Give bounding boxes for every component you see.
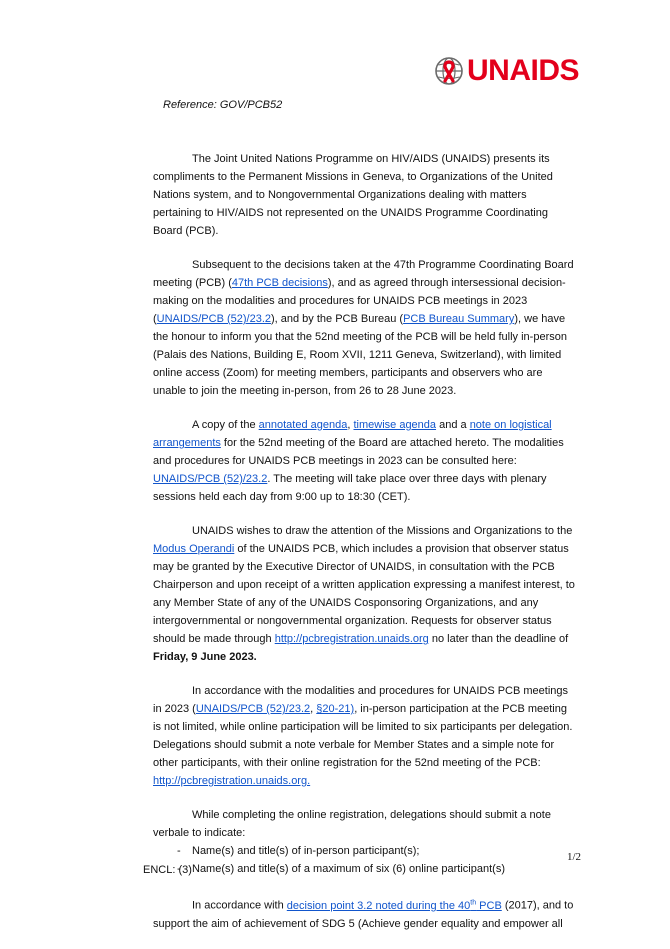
deadline-date: Friday, 9 June 2023. [153,651,257,663]
red-ribbon-globe-icon [434,56,464,86]
modalities-document-link-2[interactable]: UNAIDS/PCB (52)/23.2 [153,473,268,485]
enclosure-note: ENCL: (3) [143,864,192,876]
bureau-summary-link[interactable]: PCB Bureau Summary [403,313,515,325]
annotated-agenda-link[interactable]: annotated agenda [258,419,348,431]
decision-point-link[interactable]: decision point 3.2 noted during the 40th PCB [286,899,502,912]
page-number: 1/2 [567,851,582,863]
agenda-paragraph: A copy of the annotated agenda, timewise agenda and a note on logistical arrangements for the 52nd meeting of the Board are attached hereto. The modalities and procedures for UNAIDS PCB meetings in 2023 can be consulted here: UNAIDS/PCB (52)/23.2. The meeting will take place over three days with plenary sessions held each day from 9:00 up to 18:30 (CET). [153,419,564,503]
list-item: - Name(s) and title(s) of a maximum of six (6) online participant(s) [153,860,577,878]
logo-wordmark: UNAIDS [467,54,580,87]
note-verbale-paragraph: While completing the online registration, delegations should submit a note verbale to indicate: [153,809,551,839]
timewise-agenda-link[interactable]: timewise agenda [353,419,437,431]
section-20-21-link[interactable]: §20-21) [316,703,355,715]
intro-paragraph: The Joint United Nations Programme on HIV/AIDS (UNAIDS) presents its compliments to the Permanent Missions in Geneva, to Organizations of the United Nations system, and to Nongovernmental Organizations dealing with matters pertaining to HIV/AIDS not represented on the UNAIDS Programme Coordinating Board (PCB). [153,153,553,237]
reference-line: Reference: GOV/PCB52 [163,99,283,111]
gender-equality-paragraph: In accordance with decision point 3.2 noted during the 40th PCB (2017), and to support the aim of achievement of SDG 5 (Achieve gender equality and empower all [153,899,574,930]
logistical-note-link[interactable]: note on logistical arrangements [153,419,552,449]
participation-paragraph: In accordance with the modalities and procedures for UNAIDS PCB meetings in 2023 (UNAIDS/PCB (52)/23.2, §20-21), in-person participation at the PCB meeting is not limited, while online participation will be limited to six participants per delegation. Delegations should submit a note verbale for Member States and a simple note for other participants, with their online registration for the 52nd meeting of the PCB: http://pcbregistration.unaids.org. [153,685,573,787]
registration-link[interactable]: http://pcbregistration.unaids.org [274,633,429,645]
note-verbale-list [153,842,577,878]
modalities-document-link-3[interactable]: UNAIDS/PCB (52)/23.2 [195,703,311,715]
pcb-decisions-link[interactable]: 47th PCB decisions [231,277,328,289]
unaids-logo [434,56,579,86]
list-item: - Name(s) and title(s) of in-person participant(s); [153,842,577,860]
meeting-announcement-paragraph: Subsequent to the decisions taken at the 47th Programme Coordinating Board meeting (PCB) (47th PCB decisions), and as agreed through intersessional decision-making on the modalities and procedures for UNAIDS PCB meetings in 2023 (UNAIDS/PCB (52)/23.2), and by the PCB Bureau (PCB Bureau Summary), we have the honour to inform you that the 52nd meeting of the PCB will be held fully in-person (Palais des Nations, Building E, Room XVII, 1211 Geneva, Switzerland), with limited online access (Zoom) for meeting members, participants and observers who are unable to join the meeting in-person, from 26 to 28 June 2023. [153,259,574,397]
letter-body [153,150,577,949]
observer-status-paragraph: UNAIDS wishes to draw the attention of the Missions and Organizations to the Modus Operandi of the UNAIDS PCB, which includes a provision that observer status may be granted by the Executive Director of UNAIDS, in consultation with the PCB Chairperson and upon receipt of a written application expressing a manifest interest, to any Member State of any of the UNAIDS Cosponsoring Organizations, and any intergovernmental or nongovernmental organization. Requests for observer status should be made through http://pcbregistration.unaids.org no later than the deadline of Friday, 9 June 2023. [153,525,575,663]
modalities-document-link[interactable]: UNAIDS/PCB (52)/23.2 [156,313,271,325]
modus-operandi-link[interactable]: Modus Operandi [153,543,235,555]
registration-link-2[interactable]: http://pcbregistration.unaids.org. [153,775,311,787]
